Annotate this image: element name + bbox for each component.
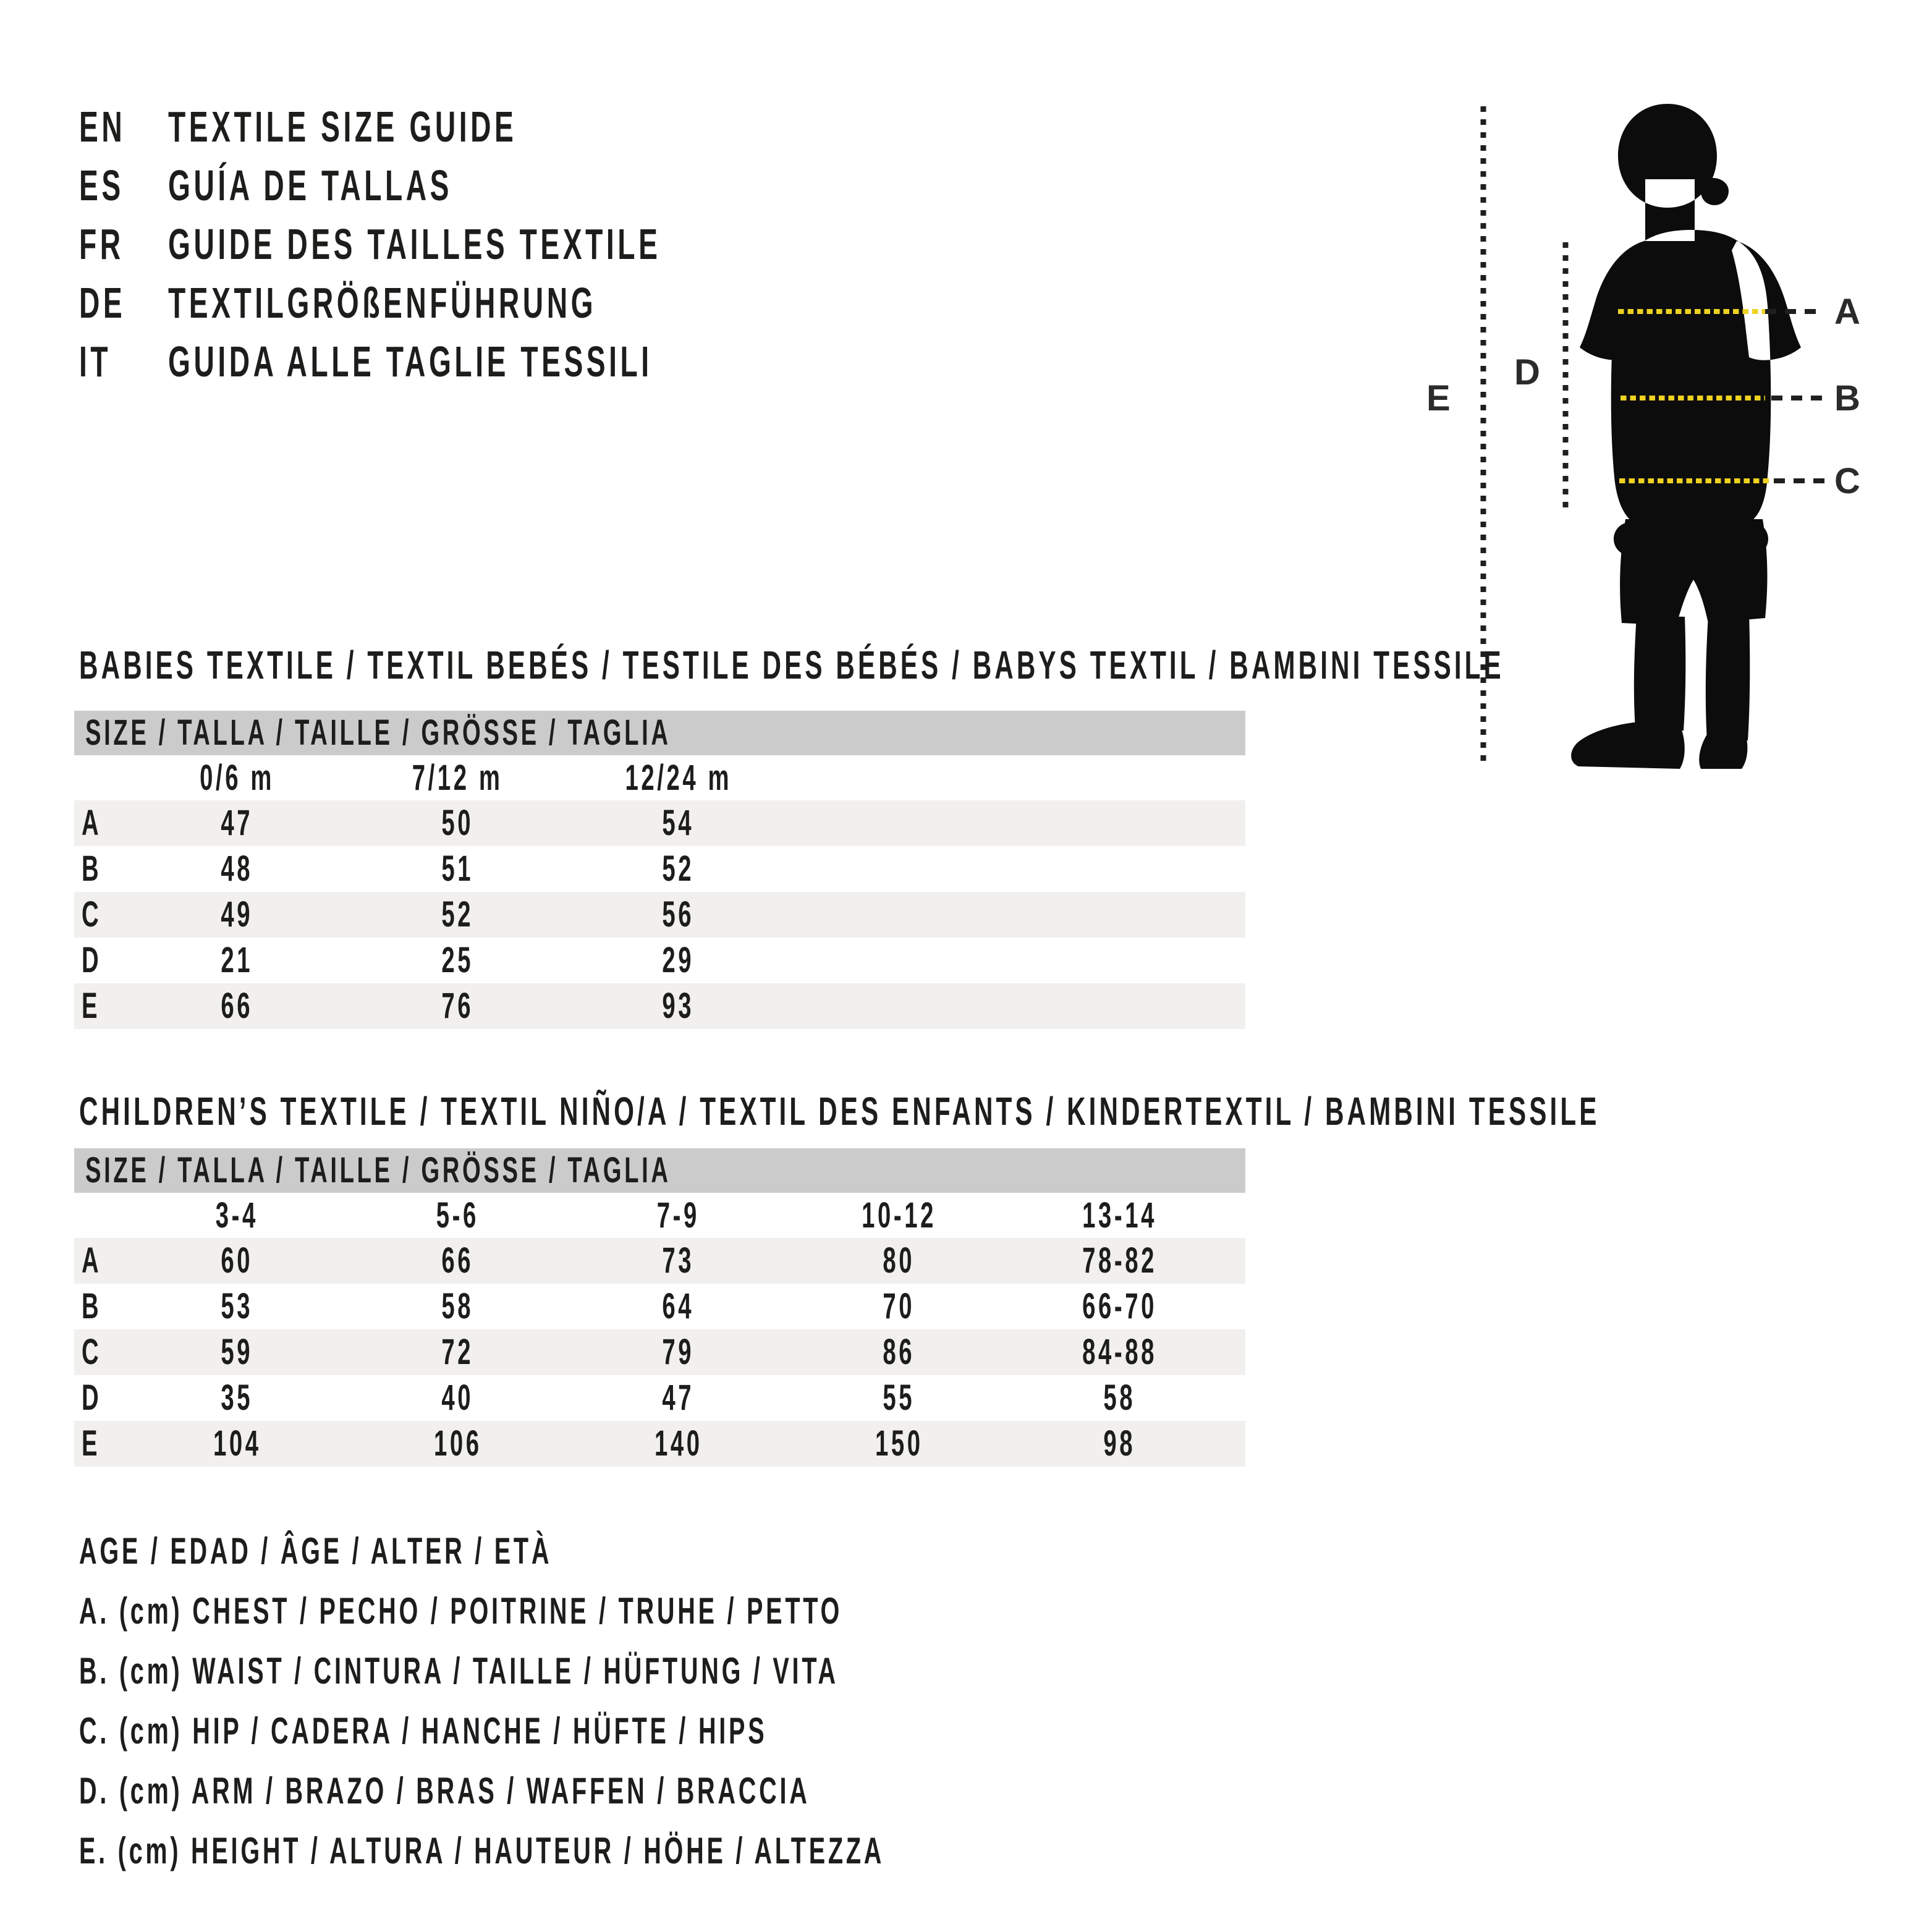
column-header xyxy=(347,755,568,800)
table-cell xyxy=(1009,1284,1230,1329)
legend-hip-text: C. (cm) HIP / CADERA / HANCHE / HÜFTE / HIPS xyxy=(79,1710,768,1752)
lang-title-text: GUIDE DES TAILLES TEXTILE xyxy=(168,220,661,268)
row-label xyxy=(74,983,127,1029)
legend-height-line xyxy=(79,1821,1299,1881)
table-cell xyxy=(568,800,789,846)
filler-cell xyxy=(1230,1375,1245,1421)
row-label-text: C xyxy=(82,1332,102,1372)
cell-value: 52 xyxy=(662,849,695,889)
filler-cell xyxy=(1230,1193,1245,1238)
row-label-text: D xyxy=(82,940,102,980)
legend-waist-text: B. (cm) WAIST / CINTURA / TAILLE / HÜFTUNG / VITA xyxy=(79,1650,839,1692)
children-column-header-row xyxy=(74,1193,1245,1238)
table-cell xyxy=(347,1421,568,1467)
table-cell xyxy=(1009,1329,1230,1375)
column-header-text: 12/24 m xyxy=(625,758,732,798)
row-label xyxy=(74,1284,127,1329)
babies-section-title xyxy=(79,643,1932,687)
row-label-text: B xyxy=(82,849,102,889)
waist-label: B xyxy=(1834,378,1860,418)
table-cell xyxy=(347,983,568,1029)
row-label xyxy=(74,892,127,938)
legend-waist-line xyxy=(79,1641,1299,1701)
filler-cell xyxy=(1230,1284,1245,1329)
lang-title-text: GUÍA DE TALLAS xyxy=(168,161,453,210)
table-cell xyxy=(127,1329,347,1375)
cell-value: 29 xyxy=(662,940,695,980)
cell-value: 56 xyxy=(662,894,695,934)
table-cell xyxy=(347,938,568,983)
column-header xyxy=(127,1193,347,1238)
filler-cell xyxy=(789,800,1245,846)
arm-label: D xyxy=(1514,352,1540,392)
cell-value: 51 xyxy=(441,849,474,889)
cell-value: 49 xyxy=(221,894,253,934)
lang-row-es xyxy=(79,156,915,215)
lang-row-fr xyxy=(79,215,915,274)
table-row xyxy=(74,1284,1245,1329)
column-header xyxy=(568,1193,789,1238)
filler-cell xyxy=(789,755,1245,800)
children-section-title xyxy=(79,1089,1932,1133)
cell-value: 55 xyxy=(883,1378,915,1418)
filler-cell xyxy=(789,892,1245,938)
table-cell xyxy=(789,1375,1009,1421)
legend-arm-line xyxy=(79,1761,1299,1821)
table-cell xyxy=(127,1238,347,1284)
table-cell xyxy=(568,846,789,892)
column-header-text: 0/6 m xyxy=(200,758,274,798)
table-cell xyxy=(347,1238,568,1284)
column-header xyxy=(568,755,789,800)
column-header xyxy=(1009,1193,1230,1238)
cell-value: 140 xyxy=(654,1423,703,1464)
table-cell xyxy=(127,800,347,846)
cell-value: 47 xyxy=(221,803,253,843)
lang-code xyxy=(79,333,168,391)
column-header-text: 7-9 xyxy=(656,1195,700,1235)
table-cell xyxy=(568,1421,789,1467)
cell-value: 66-70 xyxy=(1082,1286,1157,1326)
table-row xyxy=(74,1329,1245,1375)
children-size-header-bar xyxy=(74,1148,1245,1193)
table-cell xyxy=(568,1329,789,1375)
corner-cell xyxy=(74,1193,127,1238)
cell-value: 86 xyxy=(883,1332,915,1372)
lang-code xyxy=(79,215,168,274)
table-cell xyxy=(568,1238,789,1284)
cell-value: 21 xyxy=(221,940,253,980)
table-cell xyxy=(347,892,568,938)
lang-title xyxy=(168,98,697,156)
table-row xyxy=(74,1238,1245,1284)
lang-title xyxy=(168,215,915,274)
column-header-text: 5-6 xyxy=(436,1195,480,1235)
filler-cell xyxy=(789,938,1245,983)
table-cell xyxy=(347,800,568,846)
babies-column-header-row xyxy=(74,755,1245,800)
table-cell xyxy=(347,1375,568,1421)
row-label xyxy=(74,800,127,846)
table-cell xyxy=(347,846,568,892)
cell-value: 35 xyxy=(221,1378,253,1418)
cell-value: 66 xyxy=(221,986,253,1026)
table-cell xyxy=(127,938,347,983)
table-cell xyxy=(127,892,347,938)
filler-cell xyxy=(789,983,1245,1029)
row-label xyxy=(74,1329,127,1375)
lang-title xyxy=(168,156,599,215)
babies-size-table xyxy=(74,711,1245,1029)
row-label xyxy=(74,1375,127,1421)
babies-size-header-text: SIZE / TALLA / TAILLE / GRÖSSE / TAGLIA xyxy=(85,713,671,753)
cell-value: 47 xyxy=(662,1378,695,1418)
table-cell xyxy=(1009,1375,1230,1421)
babies-section-title-text: BABIES TEXTILE / TEXTIL BEBÉS / TESTILE DES BÉBÉS / BABYS TEXTIL / BAMBINI TESSILE xyxy=(79,643,1504,687)
table-cell xyxy=(789,1284,1009,1329)
language-header xyxy=(79,98,915,391)
row-label-text: A xyxy=(82,803,102,843)
table-cell xyxy=(789,1421,1009,1467)
lang-row-en xyxy=(79,98,915,156)
lang-row-de xyxy=(79,274,915,333)
cell-value: 52 xyxy=(441,894,474,934)
children-section-title-text: CHILDREN’S TEXTILE / TEXTIL NIÑO/A / TEXTIL DES ENFANTS / KINDERTEXTIL / BAMBINI TESSILE xyxy=(79,1089,1600,1133)
lang-title-text: TEXTILE SIZE GUIDE xyxy=(168,103,517,151)
table-cell xyxy=(789,1238,1009,1284)
table-cell xyxy=(568,983,789,1029)
cell-value: 73 xyxy=(662,1240,695,1281)
table-row xyxy=(74,846,1245,892)
lang-title xyxy=(168,274,817,333)
legend-age-line xyxy=(79,1521,1299,1581)
cell-value: 150 xyxy=(875,1423,923,1464)
cell-value: 53 xyxy=(221,1286,253,1326)
filler-cell xyxy=(1230,1238,1245,1284)
table-row xyxy=(74,1421,1245,1467)
measurement-legend xyxy=(79,1521,1299,1881)
table-cell xyxy=(127,983,347,1029)
corner-cell xyxy=(74,755,127,800)
table-cell xyxy=(789,1329,1009,1375)
table-cell xyxy=(127,1284,347,1329)
legend-height-text: E. (cm) HEIGHT / ALTURA / HAUTEUR / HÖHE / ALTEZZA xyxy=(79,1830,885,1871)
cell-value: 106 xyxy=(433,1423,482,1464)
table-cell xyxy=(568,1375,789,1421)
cell-value: 78-82 xyxy=(1082,1240,1157,1281)
children-size-header-text: SIZE / TALLA / TAILLE / GRÖSSE / TAGLIA xyxy=(85,1150,671,1190)
children-size-table xyxy=(74,1148,1245,1467)
legend-chest-text: A. (cm) CHEST / PECHO / POITRINE / TRUHE / PETTO xyxy=(79,1590,843,1632)
cell-value: 64 xyxy=(662,1286,695,1326)
cell-value: 40 xyxy=(441,1378,474,1418)
column-header xyxy=(127,755,347,800)
column-header xyxy=(789,1193,1009,1238)
row-label xyxy=(74,846,127,892)
table-cell xyxy=(568,1284,789,1329)
row-label xyxy=(74,1421,127,1467)
row-label-text: E xyxy=(82,986,101,1026)
table-cell xyxy=(347,1329,568,1375)
height-label: E xyxy=(1426,378,1451,418)
legend-arm-text: D. (cm) ARM / BRAZO / BRAS / WAFFEN / BRACCIA xyxy=(79,1770,810,1811)
column-header-text: 10-12 xyxy=(862,1195,936,1235)
cell-value: 104 xyxy=(213,1423,261,1464)
legend-hip-line xyxy=(79,1701,1299,1761)
cell-value: 59 xyxy=(221,1332,253,1372)
lang-code-text: IT xyxy=(79,337,112,386)
cell-value: 80 xyxy=(883,1240,915,1281)
legend-age-text: AGE / EDAD / ÂGE / ALTER / ETÀ xyxy=(79,1530,553,1572)
filler-cell xyxy=(789,846,1245,892)
cell-value: 25 xyxy=(441,940,474,980)
lang-code xyxy=(79,156,168,215)
table-cell xyxy=(347,1284,568,1329)
row-label-text: C xyxy=(82,894,102,934)
lang-code-text: EN xyxy=(79,103,126,151)
lang-code xyxy=(79,98,168,156)
cell-value: 70 xyxy=(883,1286,915,1326)
cell-value: 66 xyxy=(441,1240,474,1281)
cell-value: 76 xyxy=(441,986,474,1026)
table-row xyxy=(74,1375,1245,1421)
legend-chest-line xyxy=(79,1581,1299,1641)
cell-value: 72 xyxy=(441,1332,474,1372)
column-header-text: 7/12 m xyxy=(412,758,503,798)
row-label-text: D xyxy=(82,1378,102,1418)
row-label xyxy=(74,1238,127,1284)
cell-value: 79 xyxy=(662,1332,695,1372)
table-cell xyxy=(127,1421,347,1467)
cell-value: 84-88 xyxy=(1082,1332,1157,1372)
lang-code-text: ES xyxy=(79,161,124,210)
filler-cell xyxy=(1230,1329,1245,1375)
cell-value: 48 xyxy=(221,849,253,889)
column-header-text: 13-14 xyxy=(1082,1195,1157,1235)
table-cell xyxy=(127,846,347,892)
row-label-text: E xyxy=(82,1423,101,1464)
table-row xyxy=(74,892,1245,938)
row-label-text: A xyxy=(82,1240,102,1281)
cell-value: 58 xyxy=(441,1286,474,1326)
lang-code xyxy=(79,274,168,333)
hip-label: C xyxy=(1834,461,1860,501)
lang-code-text: DE xyxy=(79,279,126,327)
lang-title-text: TEXTILGRÖßENFÜHRUNG xyxy=(168,279,597,327)
filler-cell xyxy=(1230,1421,1245,1467)
column-header-text: 3-4 xyxy=(215,1195,259,1235)
table-row xyxy=(74,800,1245,846)
table-cell xyxy=(568,938,789,983)
table-cell xyxy=(1009,1238,1230,1284)
table-cell xyxy=(1009,1421,1230,1467)
table-cell xyxy=(127,1375,347,1421)
table-row xyxy=(74,938,1245,983)
cell-value: 93 xyxy=(662,986,695,1026)
cell-value: 60 xyxy=(221,1240,253,1281)
row-label-text: B xyxy=(82,1286,102,1326)
row-label xyxy=(74,938,127,983)
lang-title-text: GUIDA ALLE TAGLIE TESSILI xyxy=(168,337,653,386)
cell-value: 50 xyxy=(441,803,474,843)
table-row xyxy=(74,983,1245,1029)
column-header xyxy=(347,1193,568,1238)
lang-row-it xyxy=(79,333,915,391)
lang-title xyxy=(168,333,902,391)
table-cell xyxy=(568,892,789,938)
babies-size-header-bar xyxy=(74,711,1245,755)
cell-value: 58 xyxy=(1103,1378,1136,1418)
cell-value: 54 xyxy=(662,803,695,843)
lang-code-text: FR xyxy=(79,220,124,268)
cell-value: 98 xyxy=(1103,1423,1136,1464)
chest-label: A xyxy=(1834,292,1860,332)
